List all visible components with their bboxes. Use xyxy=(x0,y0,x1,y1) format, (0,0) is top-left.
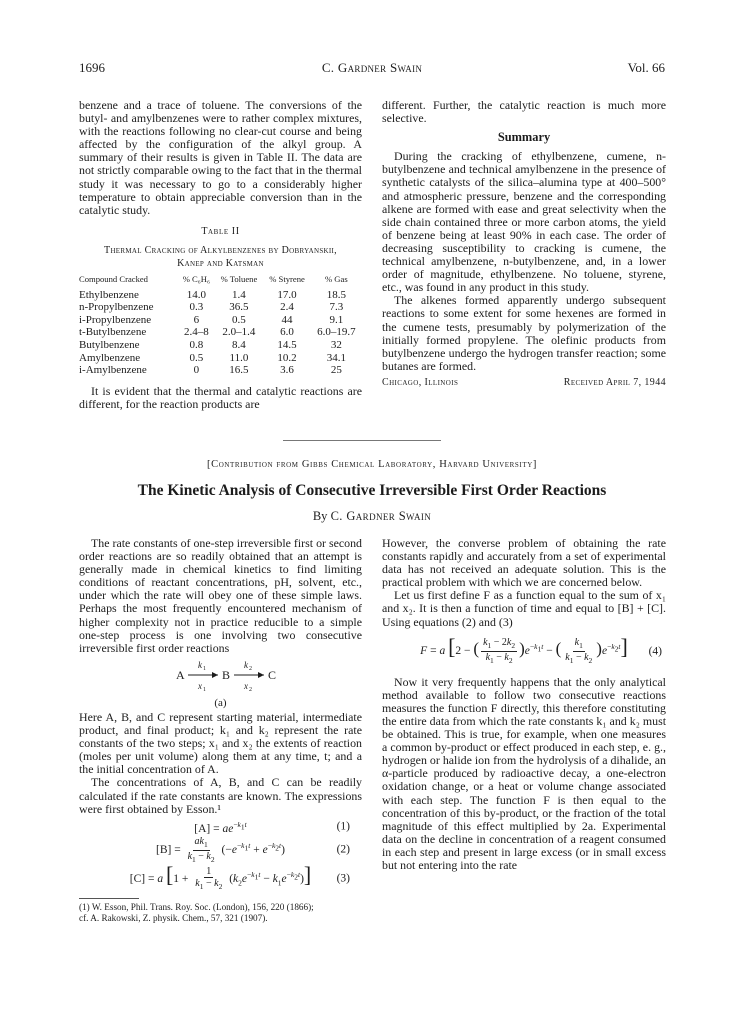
section-divider xyxy=(283,440,441,441)
table-cell: 9.1 xyxy=(329,313,344,326)
paragraph: Here A, B, and C represent starting material, intermediate product, and final product; k₁ and k₂ represent the rate constants of the two steps; x₁ and x₂ the extents of reaction (moles per unit volume) along them at any time, t; and a the initial concentration of A. xyxy=(79,709,362,777)
equation-number: (1) xyxy=(336,820,350,833)
paragraph: The alkenes formed apparently undergo subsequent reactions to some extent for some hexenes are formed in the cumene tests, presumably by polymerization of the initially formed propylene. The olefinic products from butylbenzene undergo the hydrogen transfer reaction; some butanes are formed. xyxy=(382,293,666,373)
equation-3 xyxy=(79,862,362,894)
column-header: % C₆H₆ xyxy=(182,273,210,284)
footnote xyxy=(79,902,362,925)
table-cell: 7.3 xyxy=(329,301,344,314)
running-head-author: C. Gardner Swain xyxy=(321,60,423,75)
equation-1 xyxy=(79,818,362,836)
table-cell: Butylbenzene xyxy=(79,338,140,351)
equation-body: $[A] = ae^{-k_1t}$ xyxy=(194,819,247,835)
table-cell: 17.0 xyxy=(277,288,297,301)
table-caption-line: Kanep and Katsman xyxy=(177,257,264,269)
table-cell: 6.0–19.7 xyxy=(317,326,356,339)
svg-text:B: B xyxy=(222,667,231,682)
top-left-column xyxy=(79,99,362,411)
bottom-right-column xyxy=(382,537,666,872)
table-cell: 2.0–1.4 xyxy=(222,326,256,339)
paragraph: different. Further, the catalytic reaction is much more selective. xyxy=(382,98,666,126)
byline-prefix: By xyxy=(312,509,328,523)
svg-text:x: x xyxy=(244,680,248,691)
column-header: % Toluene xyxy=(220,273,258,284)
table-label: Table II xyxy=(201,225,240,237)
table-cell: 14.0 xyxy=(186,288,206,301)
table-row xyxy=(79,289,362,302)
equation-number: (3) xyxy=(336,872,350,885)
table-cell: t-Butylbenzene xyxy=(79,326,147,339)
table-cell: 14.5 xyxy=(277,338,297,351)
column-header: % Gas xyxy=(325,273,348,284)
table-caption-line: Thermal Cracking of Alkylbenzenes by Dobryanskii, xyxy=(104,244,337,256)
paragraph: benzene and a trace of toluene. The conversions of the butyl- and amylbenzenes were to rather complex mixtures, with the reactions following no clear-cut course and being affected by the configuration of the alkyl group. A summary of their results is given in Table II. The data are not strictly comparable owing to the fact that in the thermal study it was necessary to go to a considerably higher temperature to obtain appreciable conversion than in the catalytic study. xyxy=(79,98,362,217)
table-cell: 25 xyxy=(330,364,342,377)
location: Chicago, Illinois xyxy=(382,376,459,388)
table-row xyxy=(79,364,362,377)
table-row xyxy=(79,314,362,327)
table-cell: 8.4 xyxy=(232,338,246,351)
table-row xyxy=(79,326,362,339)
table-caption xyxy=(79,244,362,270)
scheme-label: (a) xyxy=(214,696,227,709)
svg-text:2: 2 xyxy=(249,686,252,693)
table-cell: 0.5 xyxy=(189,351,204,364)
table-row xyxy=(79,339,362,352)
equation-body: [C] = a [1 + $\frac{1}{k_1 - k_2}$ $(k_2e^{-k_1t} - k_1e^{-k_2t})$] xyxy=(129,862,312,892)
table-cell: 6.0 xyxy=(280,326,294,339)
table-cell: 3.6 xyxy=(280,364,294,377)
svg-text:1: 1 xyxy=(203,665,206,672)
paragraph: The concentrations of A, B, and C can be readily calculated if the rate constants are known. The expressions were first obtained by Esson.¹ xyxy=(79,775,362,816)
top-right-column xyxy=(382,99,666,389)
svg-text:x: x xyxy=(198,680,202,691)
signature-line xyxy=(382,376,666,389)
contribution-line: [Contribution from Gibbs Chemical Laboratory, Harvard University] xyxy=(207,459,537,470)
table-cell: 44 xyxy=(281,313,293,326)
article-title: The Kinetic Analysis of Consecutive Irreversible First Order Reactions xyxy=(137,482,607,499)
footnote-line: cf. A. Rakowski, Z. physik. Chem., 57, 321 (1907). xyxy=(79,912,268,923)
equation-4 xyxy=(382,634,666,670)
paragraph: The rate constants of one-step irreversible first or second order reactions are so readily obtained that an attempt is generally made in chemical kinetics to find limiting conditions of reactant concentrations, pH, solvent, etc., under which the rate will obey one of these simple laws. Perhaps the most frequently encountered mechanism of higher complexity not in practice reducible to a simple one-step process is one involving two consecutive irreversible first order reactions xyxy=(79,536,362,655)
table-cell: 0 xyxy=(193,364,200,377)
received-date: Received April 7, 1944 xyxy=(563,376,666,388)
reaction-scheme xyxy=(79,657,362,695)
table-cell: Ethylbenzene xyxy=(79,288,139,301)
table-cell: 6 xyxy=(193,313,200,326)
author-name: C. Gardner Swain xyxy=(330,509,432,523)
table-cell: i-Amylbenzene xyxy=(79,364,147,377)
footnote-rule xyxy=(79,898,139,899)
svg-text:2: 2 xyxy=(249,665,252,672)
equation-2 xyxy=(79,836,362,865)
byline xyxy=(79,509,665,524)
table-cell: i-Propylbenzene xyxy=(79,313,152,326)
data-table xyxy=(79,273,362,377)
svg-text:A: A xyxy=(176,667,185,682)
paragraph: During the cracking of ethylbenzene, cumene, n-butylbenzene and technical amylbenzene in the presence of synthetic catalysts of the silica–alumina type at 400–500° and atmospheric pressure, benzene and the corresponding alkene are formed with ease and great selectivity when the side chain contained three or more carbon atoms, the yield of benzene being at least 90% in each case. The order of decreasing susceptibility to cracking is cumene, the technical amylbenzene, n-butylbenzene, and, in a lower order of magnitude, ethylbenzene. No toluene, styrene, etc., was found in any product in this study. xyxy=(382,149,666,295)
table-cell: 10.2 xyxy=(277,351,297,364)
table-header-row xyxy=(79,273,362,289)
equation-number: (4) xyxy=(648,645,662,658)
svg-text:C: C xyxy=(268,667,277,682)
column-header: Compound Cracked xyxy=(79,273,148,284)
paragraph: It is evident that the thermal and catalytic reactions are different, for the reaction products are xyxy=(79,383,362,411)
column-header: % Styrene xyxy=(269,273,305,284)
table-row xyxy=(79,352,362,365)
summary-heading: Summary xyxy=(497,130,551,145)
paragraph: Let us first define F as a function equal to the sum of x₁ and x₂. It is then a function of time and equal to [B] + [C]. Using equations (2) and (3) xyxy=(382,588,666,629)
table-row xyxy=(79,301,362,314)
table-cell: 0.8 xyxy=(189,338,204,351)
running-head xyxy=(79,60,665,78)
equation-body: F = a [2 − ( $\frac{k_1 - 2k_2}{k_1 - k_2}$ )$e^{-k_1t}$ − ( $\frac{k_1}{k_1 - k_2}$ )$e^{-k_2t}$] xyxy=(420,634,628,666)
reaction-scheme-diagram xyxy=(174,657,284,695)
table-cell: 36.5 xyxy=(229,301,249,314)
table-cell: 16.5 xyxy=(229,364,249,377)
table-cell: 32 xyxy=(330,338,342,351)
paragraph: Now it very frequently happens that the only analytical method available to follow two consecutive reactions measures the function F directly, this therefore constituting the entire data from which the rate constants k₁ and k₂ must be obtained. This is true, for example, when one measures a common by-product or effect produced in each step, e. g., hydrogen or halide ion from the hydrolysis of a dihalide, an α-particle produced by radioactive decay, a one-electron oxidation change, or a heat or volume change associated with each step. The function F is then equal to the concentration of this by-product, or the fraction of the total magnitude of this effect multiplied by 2a. Experimental data on the decline in concentration of a reagent consumed in each step and present in large excess (or in small excess but not entering into the rate xyxy=(382,674,666,872)
table-cell: 18.5 xyxy=(326,288,346,301)
svg-text:1: 1 xyxy=(203,686,206,693)
page-number: 1696 xyxy=(79,60,105,75)
footnote-line: (1) W. Esson, Phil. Trans. Roy. Soc. (London), 156, 220 (1866); xyxy=(79,901,314,912)
table-cell: 0.3 xyxy=(189,301,204,314)
table-cell: 1.4 xyxy=(232,288,246,301)
table-cell: 2.4–8 xyxy=(183,326,209,339)
svg-text:k: k xyxy=(198,659,202,670)
bottom-left-column xyxy=(79,537,362,924)
paragraph: However, the converse problem of obtaining the rate constants rapidly and accurately from a set of experimental data has not received an adequate solution. This is the practical problem with which we are concerned below. xyxy=(382,536,666,590)
table-cell: 11.0 xyxy=(229,351,249,364)
table-cell: Amylbenzene xyxy=(79,351,141,364)
svg-text:k: k xyxy=(244,659,248,670)
equation-body: [B] = $\frac{ak_1}{k_1 - k_2}$ $(-e^{-k_1t} + e^{-k_2t})$ xyxy=(156,835,285,864)
table-cell: n-Propylbenzene xyxy=(79,301,154,314)
equation-number: (2) xyxy=(336,843,350,856)
table-cell: 2.4 xyxy=(280,301,294,314)
table-cell: 34.1 xyxy=(326,351,346,364)
table-cell: 0.5 xyxy=(232,313,246,326)
volume-number: Vol. 66 xyxy=(627,60,665,75)
